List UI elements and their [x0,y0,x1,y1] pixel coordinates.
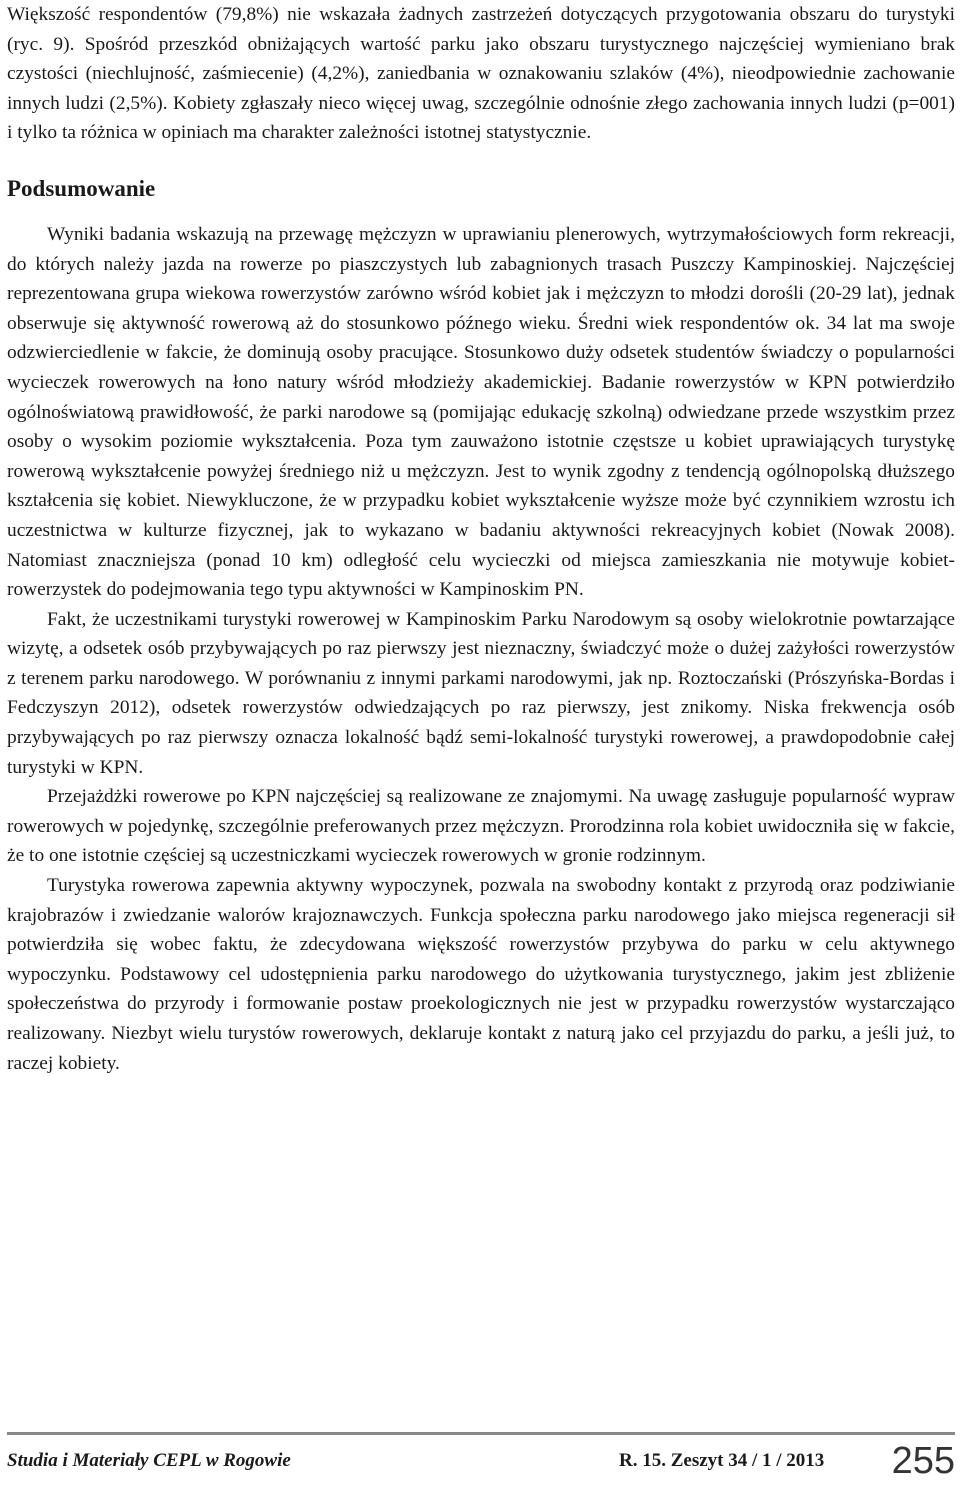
page-number: 255 [891,1440,955,1482]
footer-divider [7,1432,955,1435]
summary-paragraph-3: Przejażdżki rowerowe po KPN najczęściej są realizowane ze znajomymi. Na uwagę zasługuje popularność wypraw rowerowych w pojedynkę, szczególnie preferowanych przez mężczyzn. Prorodzinna rola kobiet uwidoczniła się w fakcie, że to one istotnie częściej są uczestniczkami wycieczek rowerowych w gronie rodzinnym. [7,786,955,867]
section-heading: Podsumowanie [7,175,156,201]
page-footer [7,1440,955,1484]
summary-paragraph-1: Wyniki badania wskazują na przewagę mężczyzn w uprawianiu plenerowych, wytrzymałościowych form rekreacji, do których należy jazda na rowerze po piaszczystych lub zabagnionych trasach Puszczy Kampinoskiej. Najczęściej reprezentowana grupa wiekowa rowerzystów zarówno wśród kobiet jak i mężczyzn to młodzi dorośli (20-29 lat), jednak obserwuje się aktywność rowerową aż do stosunkowo późnego wieku. Średni wiek respondentów ok. 34 lat ma swoje odzwierciedlenie w fakcie, że dominują osoby pracujące. Stosunkowo duży odsetek studentów świadczy o popularności wycieczek rowerowych na łono natury wśród młodzieży akademickiej. Badanie rowerzystów w KPN potwierdziło ogólnoświatową prawidłowość, że parki narodowe są (pomijając edukację szkolną) odwiedzane przede wszystkim przez osoby o wysokim poziomie wykształcenia. Poza tym zauważono istotnie częstsze u kobiet uprawiających turystykę rowerową wykształcenie powyżej średniego niż u mężczyzn. Jest to wynik zgodny z tendencją ogólnopolską dłuższego kształcenia się kobiet. Niewykluczone, że w przypadku kobiet wykształcenie wyższe może być czynnikiem wzrostu ich uczestnictwa w kulturze fizycznej, jak to wykazano w badaniu aktywności rekreacyjnych kobiet (Nowak 2008). Natomiast znaczniejsza (ponad 10 km) odległość celu wycieczki od miejsca zamieszkania nie motywuje kobiet-rowerzystek do podejmowania tego typu aktywności w Kampinoskim PN. [7,223,955,601]
summary-paragraph-2: Fakt, że uczestnikami turystyki rowerowej w Kampinoskim Parku Narodowym są osoby wielokrotnie powtarzające wizytę, a odsetek osób przybywających po raz pierwszy jest nieznaczny, świadczyć może o dużej zażyłości rowerzystów z terenem parku narodowego. W porównaniu z innymi parkami narodowymi, jak np. Roztoczański (Prószyńska-Bordas i Fedczyszyn 2012), odsetek rowerzystów odwiedzających po raz pierwszy, jest znikomy. Niska frekwencja osób przybywających po raz pierwszy oznacza lokalność bądź semi-lokalność turystyki rowerowej, a prawdopodobnie całej turystyki w KPN. [7,608,955,778]
issue-info: R. 15. Zeszyt 34 / 1 / 2013 [619,1450,825,1471]
intro-paragraph: Większość respondentów (79,8%) nie wskazała żadnych zastrzeżeń dotyczących przygotowania obszaru do turystyki (ryc. 9). Spośród przeszkód obniżających wartość parku jako obszaru turystycznego najczęściej wymieniano brak czystości (niechlujność, zaśmiecenie) (4,2%), zaniedbania w oznakowaniu szlaków (4%), nieodpowiednie zachowanie innych ludzi (2,5%). Kobiety zgłaszały nieco więcej uwag, szczególnie odnośnie złego zachowania innych ludzi (p=001) i tylko ta różnica w opiniach ma charakter zależności istotnej statystycznie. [7,4,955,144]
journal-title: Studia i Materiały CEPL w Rogowie [7,1450,291,1471]
summary-paragraph-4: Turystyka rowerowa zapewnia aktywny wypoczynek, pozwala na swobodny kontakt z przyrodą oraz podziwianie krajobrazów i zwiedzanie walorów krajoznawczych. Funkcja społeczna parku narodowego jako miejsca regeneracji sił potwierdziła się wobec faktu, że zdecydowana większość rowerzystów przybywa do parku w celu aktywnego wypoczynku. Podstawowy cel udostępnienia parku narodowego do użytkowania turystycznego, jakim jest zbliżenie społeczeństwa do przyrody i formowanie postaw proekologicznych nie jest w przypadku rowerzystów wystarczająco realizowany. Niezbyt wielu turystów rowerowych, deklaruje kontakt z naturą jako cel przyjazdu do parku, a jeśli już, to raczej kobiety. [7,875,955,1074]
page-body [7,0,955,1078]
